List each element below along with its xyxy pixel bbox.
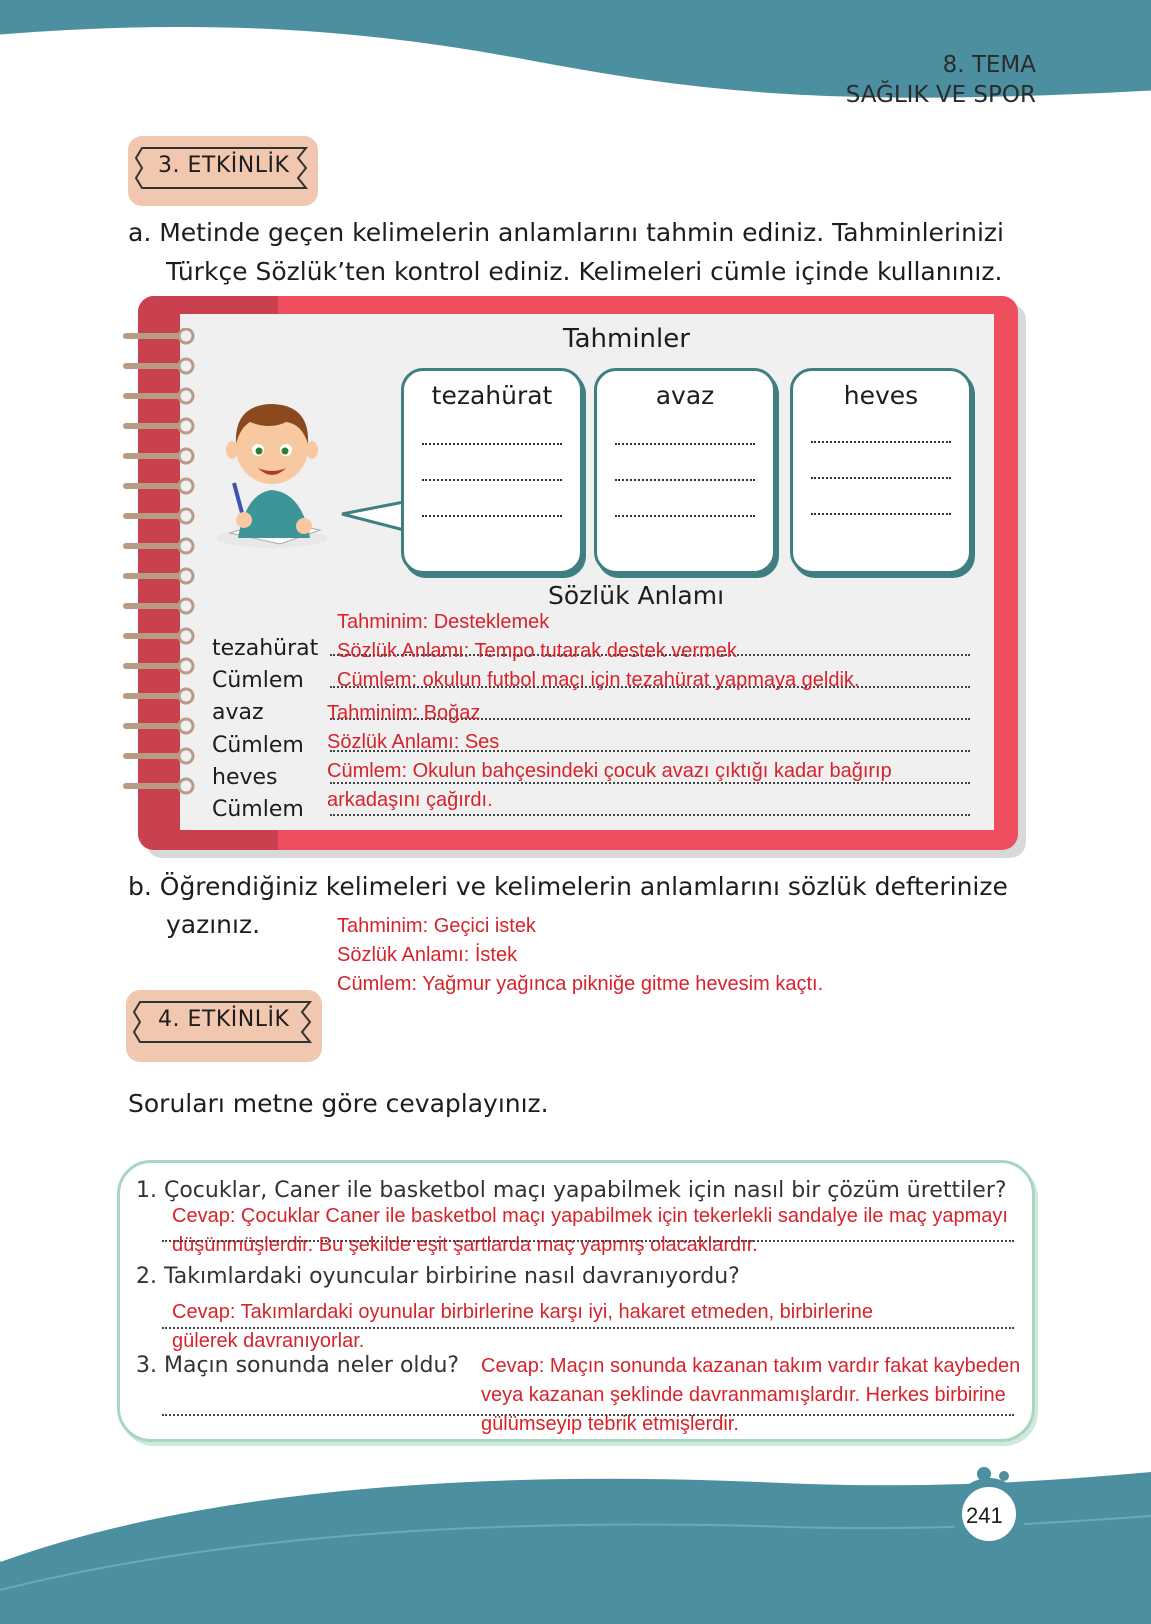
instruction-b-line2: yazınız. — [166, 910, 261, 939]
instruction-b-line1: b. Öğrendiğiniz kelimeleri ve kelimelerin anlamlarını sözlük defterinize — [128, 872, 1008, 901]
answer-line[interactable] — [162, 1414, 1014, 1416]
tahminler-title: Tahminler — [563, 324, 690, 354]
row-label-heves: heves — [212, 765, 278, 790]
boy-writing-illustration — [210, 388, 340, 553]
answer-question-1-line1: Cevap: Çocuklar Caner ile basketbol maçı yapabilmek için tekerlekli sandalye ile maç yapmayı — [172, 1205, 1008, 1227]
answer-heves-sentence: Cümlem: Yağmur yağınca pikniğe gitme hevesim kaçtı. — [337, 973, 824, 995]
sozluk-title: Sözlük Anlamı — [548, 581, 725, 610]
answer-avaz-guess: Tahminim: Boğaz — [327, 702, 481, 724]
answer-question-2-line1: Cevap: Takımlardaki oyunular birbirlerine karşı iyi, hakaret etmeden, birbirlerine — [172, 1301, 874, 1323]
bubble-word-avaz: avaz — [655, 381, 715, 410]
answer-tezahurat-guess: Tahminim: Desteklemek — [337, 611, 550, 633]
guess-line[interactable] — [615, 515, 755, 517]
question-2: 2. Takımlardaki oyuncular birbirine nasıl davranıyordu? — [136, 1264, 740, 1289]
answer-question-1-line2: düşünmüşlerdir. Bu şekilde eşit şartlarda maç yapmış olacaklardır. — [172, 1234, 758, 1256]
row-label-cumlem-1: Cümlem — [212, 668, 304, 693]
guess-line[interactable] — [422, 515, 562, 517]
activity-3-label: 3. ETKİNLİK — [158, 153, 290, 178]
question-1: 1. Çocuklar, Caner ile basketbol maçı yapabilmek için nasıl bir çözüm ürettiler? — [136, 1178, 1007, 1203]
answer-line[interactable] — [162, 1240, 1014, 1242]
activity-4-label: 4. ETKİNLİK — [158, 1007, 290, 1032]
row-label-avaz: avaz — [212, 700, 264, 725]
bubble-avaz — [594, 368, 776, 574]
answer-question-3-line3: gülümseyip tebrik etmişlerdir. — [481, 1413, 739, 1435]
answer-question-3-line2: veya kazanan şeklinde davranmamışlardır. Herkes birbirine — [481, 1384, 1006, 1406]
spiral-binding — [120, 328, 200, 818]
answer-heves-meaning: Sözlük Anlamı: İstek — [337, 944, 518, 966]
page-number: 241 — [966, 1503, 1003, 1528]
guess-line[interactable] — [615, 443, 755, 445]
bubble-tezahurat — [401, 368, 583, 574]
guess-line[interactable] — [811, 441, 951, 443]
row-label-cumlem-2: Cümlem — [212, 733, 304, 758]
guess-line[interactable] — [422, 479, 562, 481]
answer-line[interactable] — [162, 1327, 1014, 1329]
answer-avaz-sentence-2: arkadaşını çağırdı. — [327, 789, 493, 811]
activity-3-badge — [128, 136, 318, 206]
bubble-word-tezahurat: tezahürat — [431, 381, 553, 410]
answer-tezahurat-meaning: Sözlük Anlamı: Tempo tutarak destek vermek — [337, 640, 737, 662]
row-label-cumlem-3: Cümlem — [212, 797, 304, 822]
activity-4-badge — [126, 990, 322, 1062]
answer-question-3-line1: Cevap: Maçın sonunda kazanan takım vardır fakat kaybeden — [481, 1355, 1021, 1377]
activity-4-instruction: Soruları metne göre cevaplayınız. — [128, 1089, 549, 1118]
guess-line[interactable] — [422, 443, 562, 445]
bubble-word-heves: heves — [843, 381, 919, 410]
answer-question-2-line2: gülerek davranıyorlar. — [172, 1330, 365, 1352]
guess-line[interactable] — [811, 513, 951, 515]
answer-avaz-sentence-1: Cümlem: Okulun bahçesindeki çocuk avazı çıktığı kadar bağırıp — [327, 760, 892, 782]
row-label-tezahurat: tezahürat — [212, 636, 319, 661]
guess-line[interactable] — [615, 479, 755, 481]
guess-line[interactable] — [811, 477, 951, 479]
instruction-a-line1: a. Metinde geçen kelimelerin anlamlarını tahmin ediniz. Tahminlerinizi — [128, 218, 1004, 247]
question-3: 3. Maçın sonunda neler oldu? — [136, 1353, 460, 1378]
bubble-heves — [790, 368, 972, 574]
instruction-a-line2: Türkçe Sözlük’ten kontrol ediniz. Kelimeleri cümle içinde kullanınız. — [166, 257, 1003, 286]
answer-heves-guess: Tahminim: Geçici istek — [337, 915, 536, 937]
theme-title: SAĞLIK VE SPOR — [845, 82, 1036, 108]
answer-avaz-meaning: Sözlük Anlamı: Ses — [327, 731, 500, 753]
answer-tezahurat-sentence: Cümlem: okulun futbol maçı için tezahürat yapmaya geldik. — [337, 669, 860, 691]
theme-number: 8. TEMA — [942, 52, 1036, 78]
speech-pointer — [340, 500, 410, 540]
